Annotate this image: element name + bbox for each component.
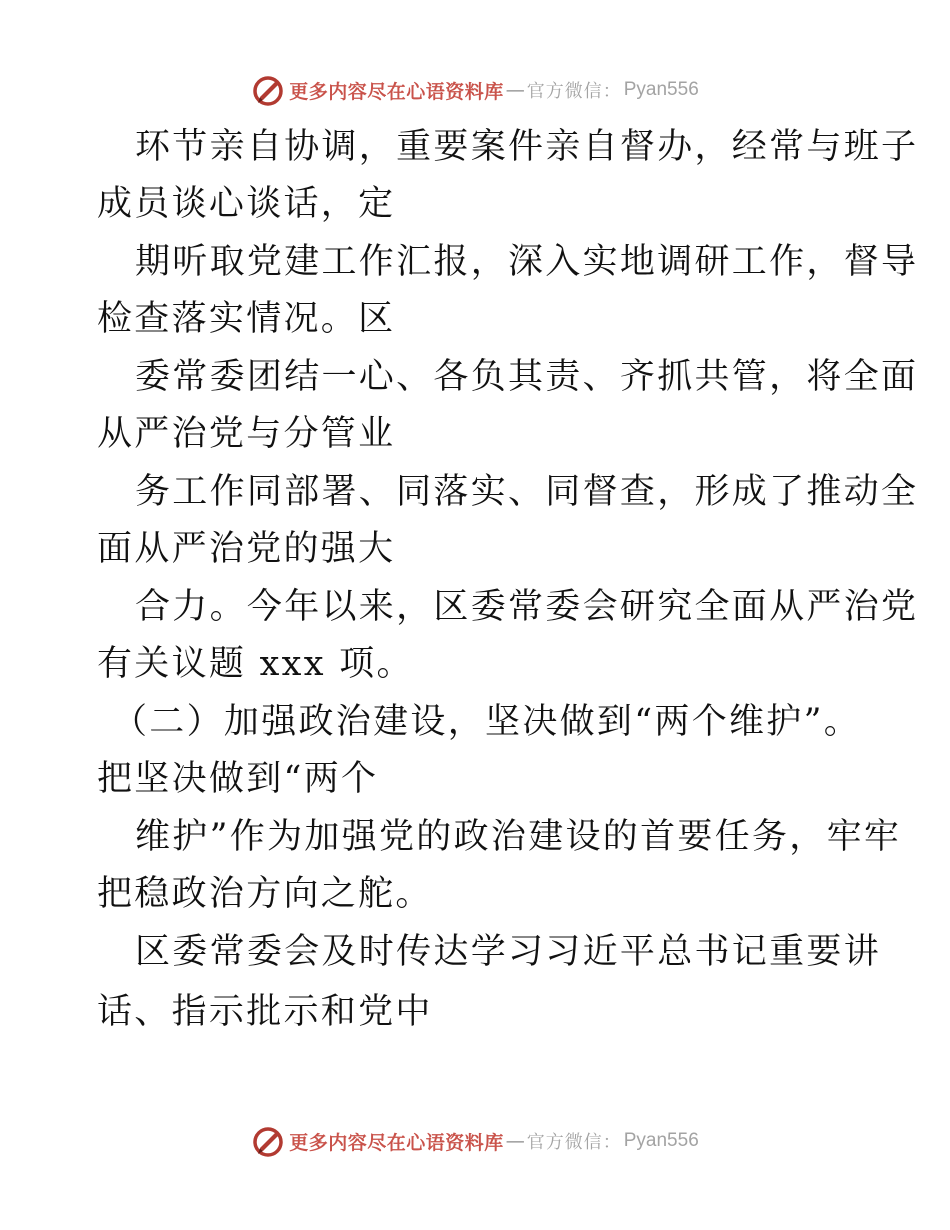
text-line: 期听取党建工作汇报，深入实地调研工作，督导	[135, 242, 919, 282]
text-line: 维护”作为加强党的政治建设的首要任务，牢牢	[135, 817, 902, 857]
text-line: 合力。今年以来，区委常委会研究全面从严治党	[135, 587, 919, 627]
text-line: 委常委团结一心、各负其责、齐抓共管，将全面	[135, 357, 919, 397]
watermark-text: 更多内容尽在心语资料库	[289, 80, 504, 103]
watermark-separator: —	[505, 1130, 525, 1152]
header-watermark	[0, 70, 950, 110]
footer-watermark	[0, 1121, 950, 1161]
watermark-separator: —	[505, 79, 525, 101]
watermark-wechat-id: Pyan556	[623, 79, 699, 100]
text-line: 有关议题 xxx 项。	[97, 644, 414, 684]
pen-logo-icon	[251, 73, 285, 107]
watermark-text: 更多内容尽在心语资料库	[289, 1131, 504, 1154]
pen-logo-icon	[251, 1124, 285, 1158]
watermark-wechat-id: Pyan556	[623, 1130, 699, 1151]
text-line: 从严治党与分管业	[97, 414, 396, 454]
watermark-wechat-label: 官方微信：	[526, 1132, 622, 1153]
text-line: 环节亲自协调，重要案件亲自督办，经常与班子	[135, 127, 919, 167]
text-line: 检查落实情况。区	[97, 299, 396, 339]
text-line: 区委常委会及时传达学习习近平总书记重要讲	[135, 932, 882, 972]
watermark-wechat-label: 官方微信：	[526, 81, 622, 102]
text-line: 成员谈心谈话，定	[97, 184, 396, 224]
text-line: 话、指示批示和党中	[97, 992, 433, 1032]
text-line: 把稳政治方向之舵。	[97, 874, 433, 914]
section-heading: （二）加强政治建设，坚决做到“两个维护”。	[112, 702, 862, 742]
text-line: 务工作同部署、同落实、同督查，形成了推动全	[135, 472, 919, 512]
text-line: 把坚决做到“两个	[97, 759, 379, 799]
text-line: 面从严治党的强大	[97, 529, 396, 569]
